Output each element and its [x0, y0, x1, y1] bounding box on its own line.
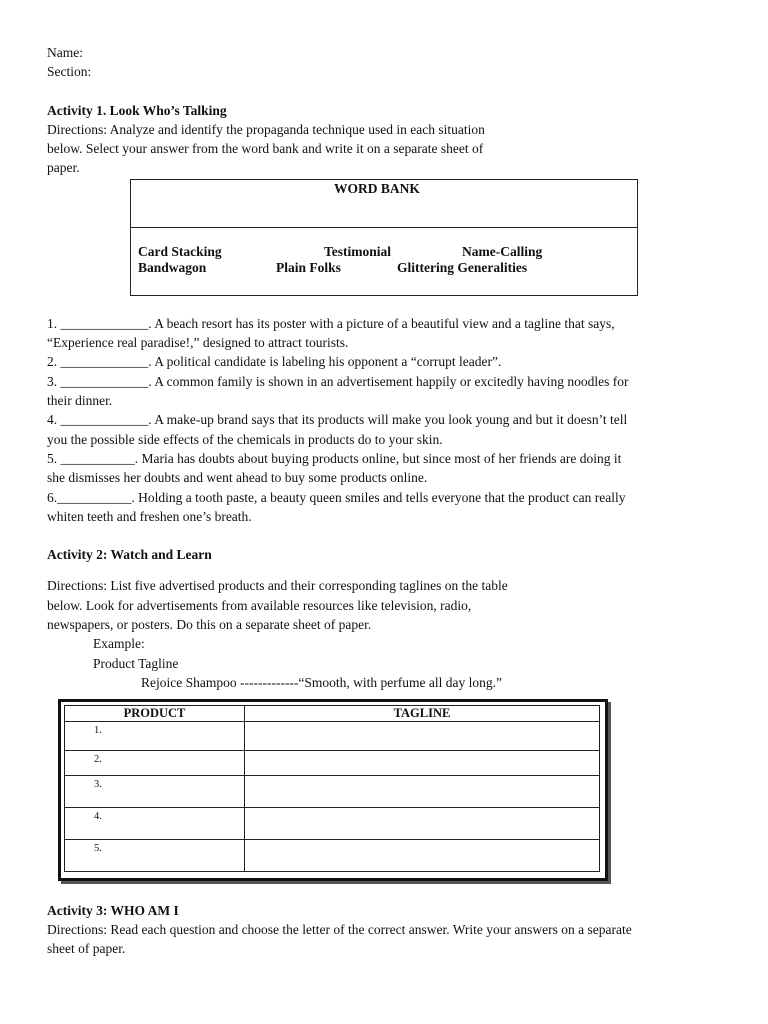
activity2-title: Activity 2: Watch and Learn — [47, 547, 212, 562]
tagline-cell — [245, 722, 600, 751]
activity1-item-line: whiten teeth and freshen one’s breath. — [47, 509, 252, 524]
table-header-tagline: TAGLINE — [245, 706, 600, 722]
tagline-cell — [245, 808, 600, 840]
activity2-directions-line: newspapers, or posters. Do this on a separate sheet of paper. — [47, 617, 372, 632]
activity1-title: Activity 1. Look Who’s Talking — [47, 103, 227, 118]
table-header-product: PRODUCT — [65, 706, 245, 722]
row-number: 5. — [94, 843, 102, 854]
tagline-cell — [245, 776, 600, 808]
row-number: 3. — [94, 779, 102, 790]
product-cell — [65, 751, 245, 776]
activity1-item-line: 1. _____________. A beach resort has its poster with a picture of a beautiful view and a tagline that says, — [47, 316, 615, 331]
table-row — [65, 776, 600, 808]
activity3-directions-line: sheet of paper. — [47, 941, 126, 956]
row-number: 2. — [94, 754, 102, 765]
word-bank-item: Name-Calling — [462, 244, 543, 259]
activity1-item-line: 2. _____________. A political candidate is labeling his opponent a “corrupt leader”. — [47, 354, 502, 369]
activity1-item-line: she dismisses her doubts and went ahead to buy some products online. — [47, 470, 428, 485]
product-cell — [65, 840, 245, 872]
activity1-item-line: you the possible side effects of the chemicals in products do to your skin. — [47, 432, 443, 447]
example-line: Rejoice Shampoo -------------“Smooth, with perfume all day long.” — [141, 675, 503, 690]
activity1-item-line: their dinner. — [47, 393, 113, 408]
activity1-directions-line: paper. — [47, 160, 80, 175]
example-label: Example: — [93, 636, 145, 651]
product-cell — [65, 776, 245, 808]
tagline-cell — [245, 751, 600, 776]
activity1-directions-line: Directions: Analyze and identify the propaganda technique used in each situation — [47, 122, 485, 137]
name-label: Name: — [47, 45, 83, 60]
word-bank-item: Plain Folks — [276, 260, 341, 275]
activity1-item-line: “Experience real paradise!,” designed to attract tourists. — [47, 335, 349, 350]
activity1-item-line: 5. ___________. Maria has doubts about buying products online, but since most of her friends are doing it — [47, 451, 622, 466]
product-tagline-table — [58, 699, 608, 881]
word-bank-item: Bandwagon — [138, 260, 207, 275]
table-row — [65, 722, 600, 751]
word-bank-item: Card Stacking — [138, 244, 222, 259]
row-number: 4. — [94, 811, 102, 822]
activity3-title: Activity 3: WHO AM I — [47, 903, 179, 918]
example-header: Product Tagline — [93, 656, 179, 671]
activity1-item-line: 4. _____________. A make-up brand says that its products will make you look young and but it doesn’t tell — [47, 412, 628, 427]
activity1-directions-line: below. Select your answer from the word bank and write it on a separate sheet of — [47, 141, 484, 156]
activity3-directions-line: Directions: Read each question and choose the letter of the correct answer. Write your answers on a separate — [47, 922, 632, 937]
word-bank-divider — [131, 227, 637, 228]
activity2-directions-line: below. Look for advertisements from available resources like television, radio, — [47, 598, 472, 613]
table-row — [65, 808, 600, 840]
tagline-cell — [245, 840, 600, 872]
table-row — [65, 751, 600, 776]
word-bank-item: Testimonial — [324, 244, 392, 259]
product-cell — [65, 722, 245, 751]
activity1-item-line: 3. _____________. A common family is shown in an advertisement happily or excitedly having noodles for — [47, 374, 629, 389]
table-row — [65, 840, 600, 872]
section-label: Section: — [47, 64, 92, 79]
word-bank-title: WORD BANK — [334, 181, 420, 196]
product-cell — [65, 808, 245, 840]
activity1-item-line: 6.___________. Holding a tooth paste, a beauty queen smiles and tells everyone that the product can really — [47, 490, 626, 505]
row-number: 1. — [94, 725, 102, 736]
activity2-directions-line: Directions: List five advertised products and their corresponding taglines on the table — [47, 578, 508, 593]
word-bank-item: Glittering Generalities — [397, 260, 528, 275]
